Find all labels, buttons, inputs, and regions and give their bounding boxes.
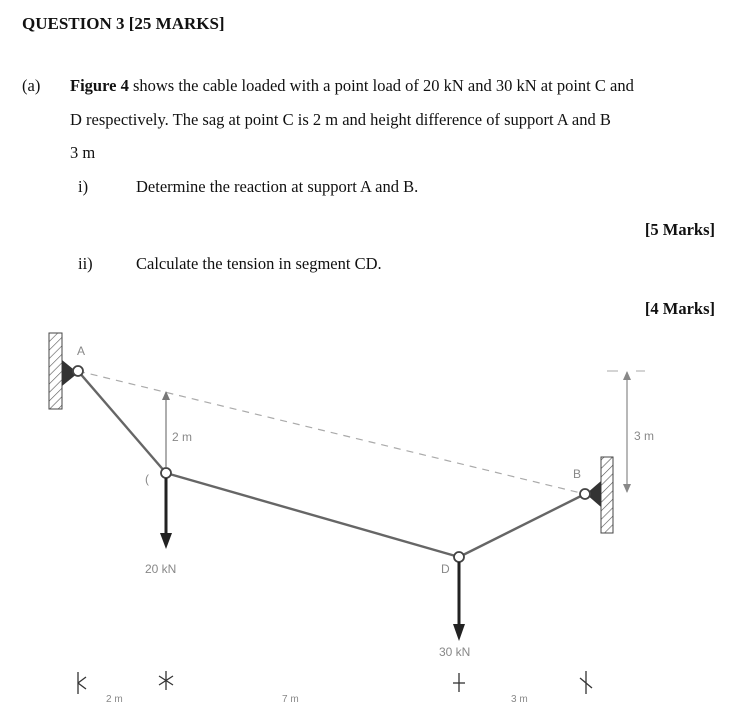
cable-segment-db: [459, 494, 585, 557]
label-d: D: [441, 562, 450, 576]
sag-label: 2 m: [172, 430, 193, 444]
height-label: 3 m: [634, 429, 655, 443]
figure-reference: Figure 4: [70, 76, 129, 95]
load-label-c: 20 kN: [145, 562, 177, 576]
label-b: B: [573, 467, 582, 481]
sag-arrow-icon: [162, 391, 170, 400]
span-label-3: 3 m: [511, 694, 528, 705]
marks-i: [5 Marks]: [644, 220, 715, 239]
height-arrow-down-icon: [623, 484, 631, 493]
span-label-1: 2 m: [106, 694, 123, 705]
question-heading: QUESTION 3 [25 MARKS]: [22, 14, 225, 33]
label-a: A: [77, 344, 86, 358]
cable-segment-cd: [166, 473, 459, 557]
span-label-2: 7 m: [282, 694, 299, 705]
chord-line: [78, 371, 585, 494]
part-text-line-2: D respectively. The sag at point C is 2 m and height difference of support A and B: [70, 110, 611, 129]
label-c: (: [145, 472, 149, 486]
load-arrow-d-head-icon: [453, 624, 465, 641]
question-number-i: i): [78, 177, 89, 196]
part-text-line-3: 3 m: [70, 143, 96, 162]
marks-ii: [4 Marks]: [644, 299, 715, 318]
node-c: [161, 468, 171, 478]
node-d: [454, 552, 464, 562]
question-text-i: Determine the reaction at support A and B.: [136, 177, 419, 196]
node-b: [580, 489, 590, 499]
load-arrow-c-head-icon: [160, 533, 172, 549]
part-text-line-1-rest: shows the cable loaded with a point load of 20 kN and 30 kN at point C and: [128, 76, 634, 95]
height-arrow-up-icon: [623, 371, 631, 380]
question-text-ii: Calculate the tension in segment CD.: [136, 254, 382, 273]
load-label-d: 30 kN: [439, 645, 471, 659]
part-label: (a): [22, 76, 41, 95]
question-number-ii: ii): [78, 254, 93, 273]
cable-segment-ac: [78, 371, 166, 473]
node-a: [73, 366, 83, 376]
support-b-wall: [601, 457, 613, 533]
support-a-wall: [49, 333, 62, 409]
